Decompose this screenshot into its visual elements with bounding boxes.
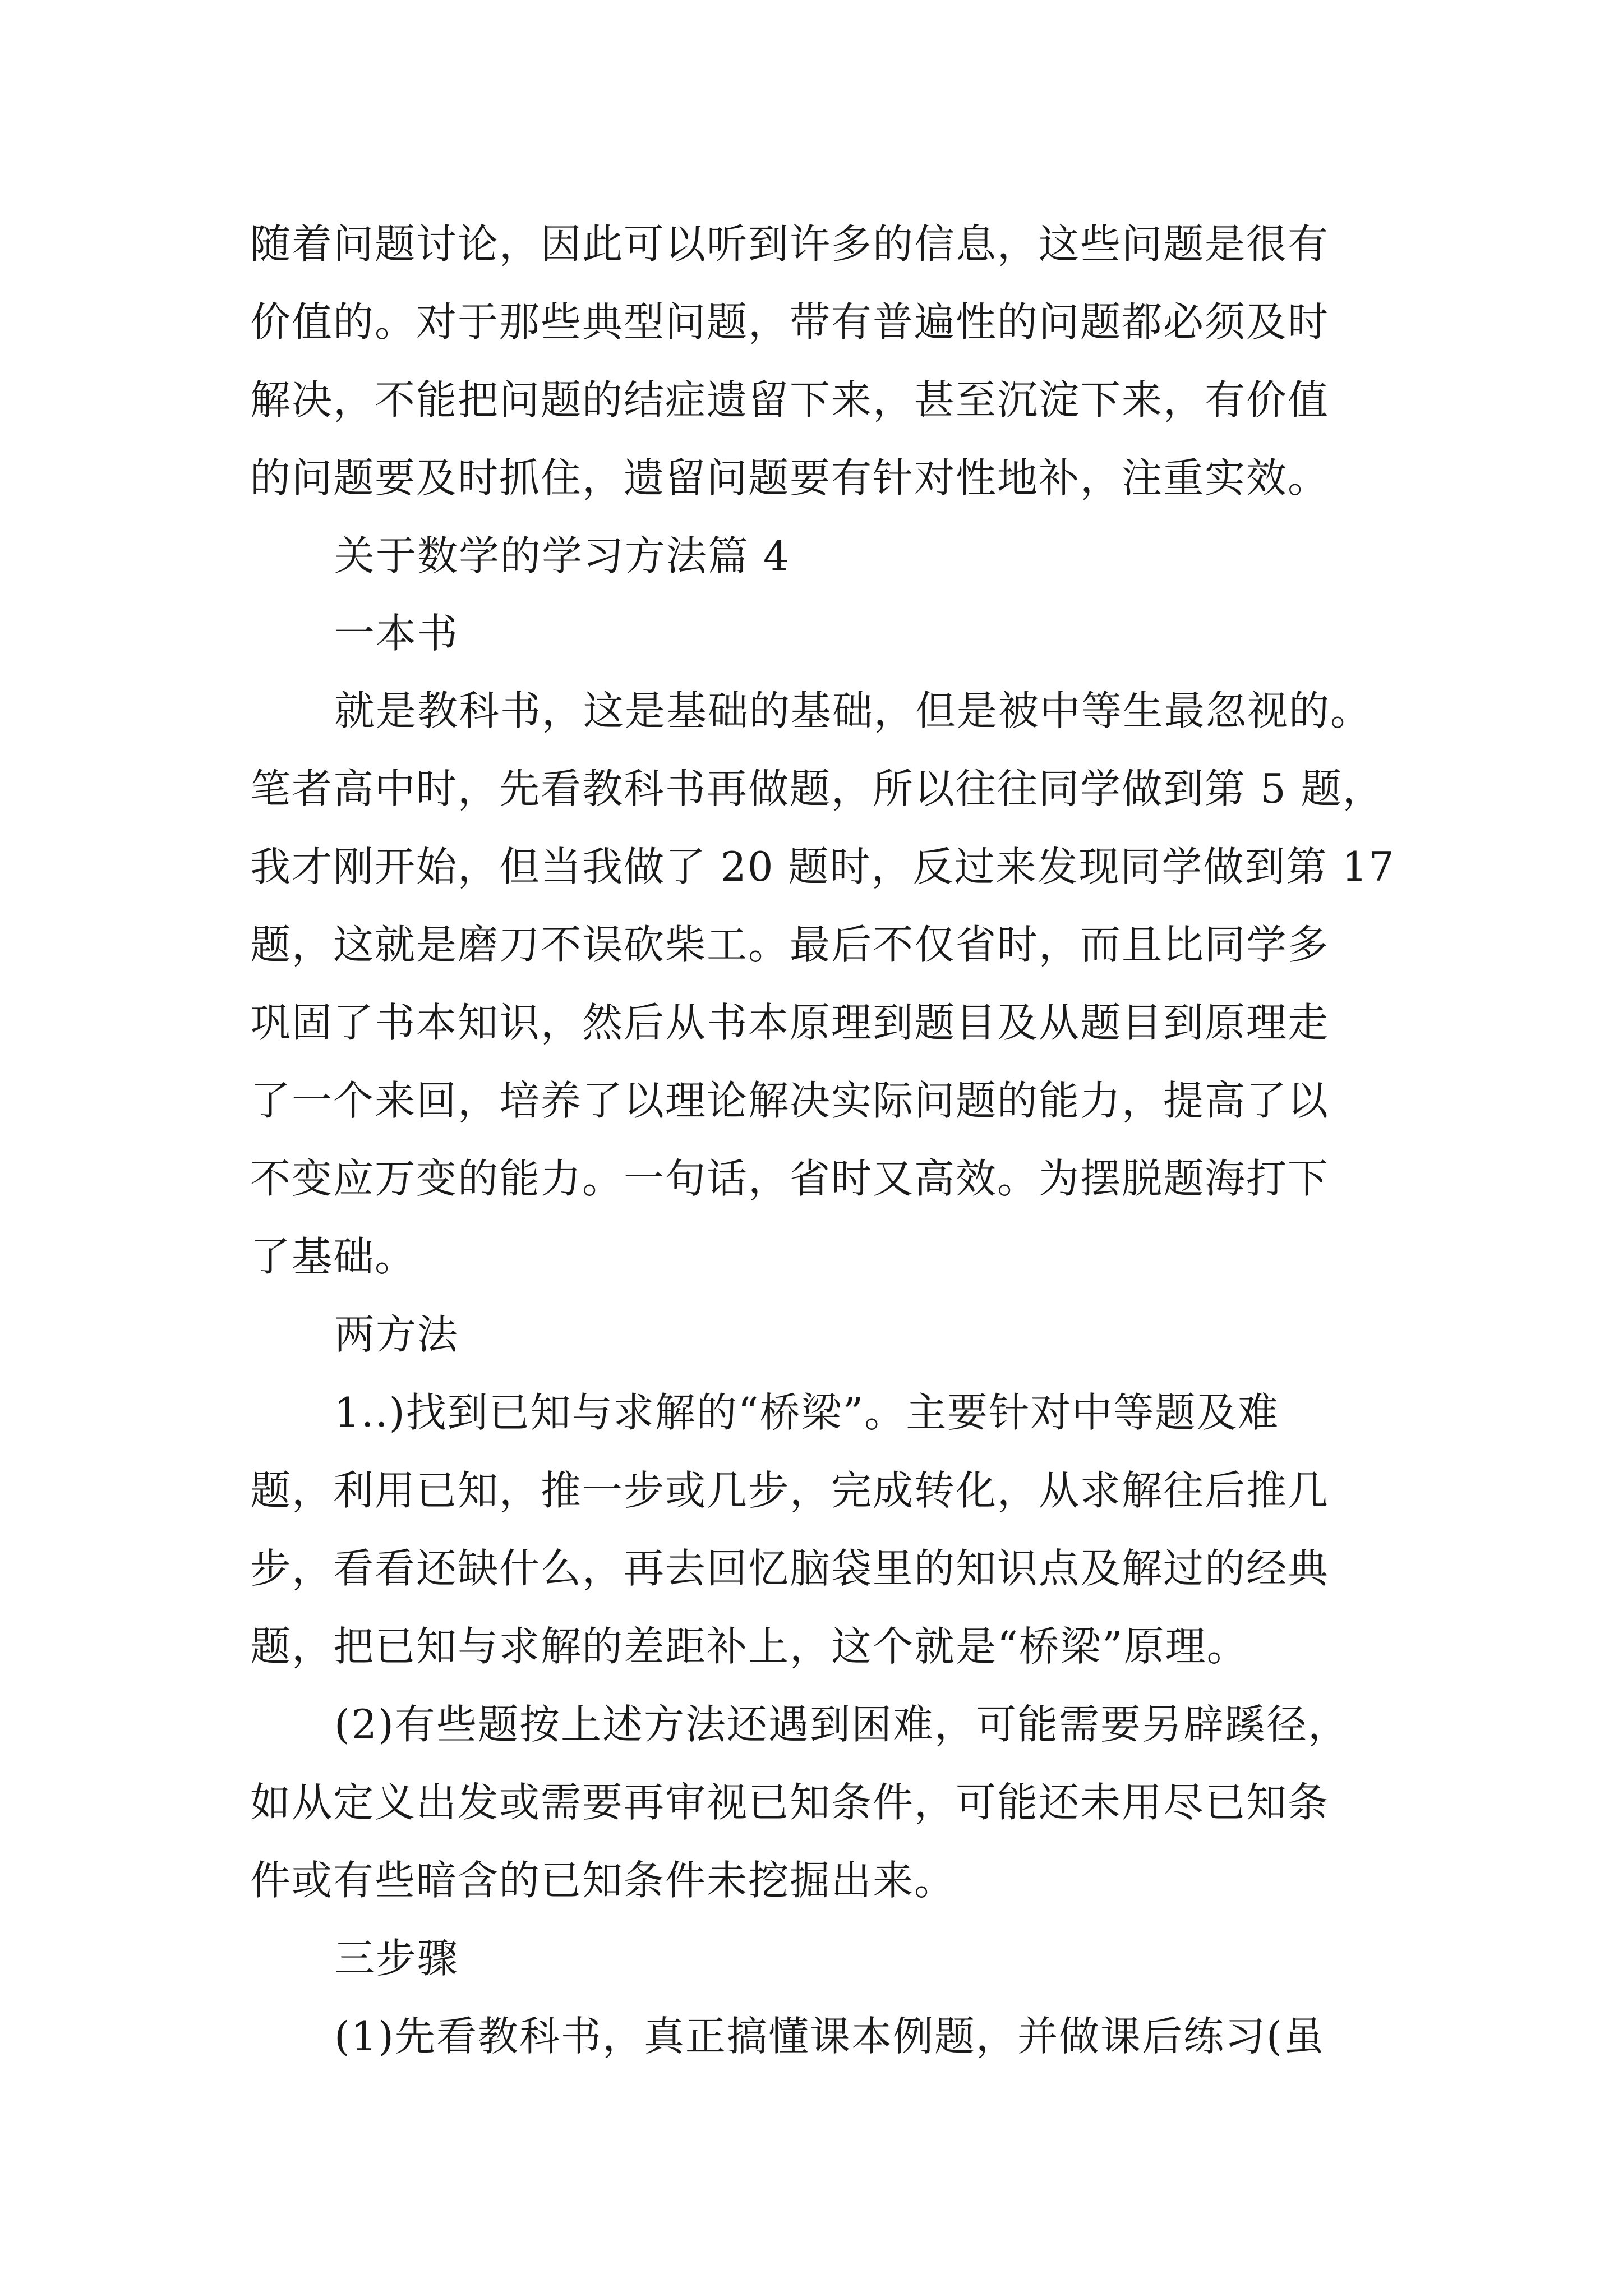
text-line: 题，利用已知，推一步或几步，完成转化，从求解往后推几 bbox=[250, 1467, 1330, 1514]
text-line: 解决，不能把问题的结症遗留下来，甚至沉淀下来，有价值 bbox=[250, 376, 1330, 424]
text-line: 件或有些暗含的已知条件未挖掘出来。 bbox=[250, 1857, 956, 1904]
text-line: 步，看看还缺什么，再去回忆脑袋里的知识点及解过的经典 bbox=[250, 1545, 1330, 1592]
subsection-heading: 一本书 bbox=[334, 610, 459, 657]
text-line: 1..)找到已知与求解的“桥梁”。主要针对中等题及难 bbox=[334, 1389, 1280, 1436]
text-line: (2)有些题按上述方法还遇到困难，可能需要另辟蹊径， bbox=[334, 1701, 1349, 1748]
text-line: 题，这就是磨刀不误砍柴工。最后不仅省时，而且比同学多 bbox=[250, 921, 1330, 968]
text-line: 就是教科书，这是基础的基础，但是被中等生最忽视的。 bbox=[334, 687, 1372, 734]
text-line: 巩固了书本知识，然后从书本原理到题目及从题目到原理走 bbox=[250, 999, 1330, 1046]
text-line: 如从定义出发或需要再审视已知条件，可能还未用尽已知条 bbox=[250, 1779, 1330, 1826]
text-line: 了基础。 bbox=[250, 1233, 417, 1280]
text-line: 了一个来回，培养了以理论解决实际问题的能力，提高了以 bbox=[250, 1077, 1330, 1124]
subsection-heading: 两方法 bbox=[334, 1311, 459, 1358]
text-line: 随着问题讨论，因此可以听到许多的信息，这些问题是很有 bbox=[250, 220, 1330, 268]
subsection-heading: 三步骤 bbox=[334, 1935, 459, 1982]
text-line: (1)先看教科书，真正搞懂课本例题，并做课后练习(虽 bbox=[334, 2013, 1325, 2060]
section-heading: 关于数学的学习方法篇 4 bbox=[334, 532, 790, 579]
text-line: 题，把已知与求解的差距补上，这个就是“桥梁”原理。 bbox=[250, 1623, 1248, 1670]
text-line: 的问题要及时抓住，遗留问题要有针对性地补，注重实效。 bbox=[250, 454, 1330, 501]
text-line: 价值的。对于那些典型问题，带有普遍性的问题都必须及时 bbox=[250, 298, 1330, 346]
text-line: 不变应万变的能力。一句话，省时又高效。为摆脱题海打下 bbox=[250, 1155, 1330, 1202]
text-line: 笔者高中时，先看教科书再做题，所以往往同学做到第 5 题， bbox=[250, 765, 1384, 812]
text-line: 我才刚开始，但当我做了 20 题时，反过来发现同学做到第 17 bbox=[250, 843, 1395, 890]
